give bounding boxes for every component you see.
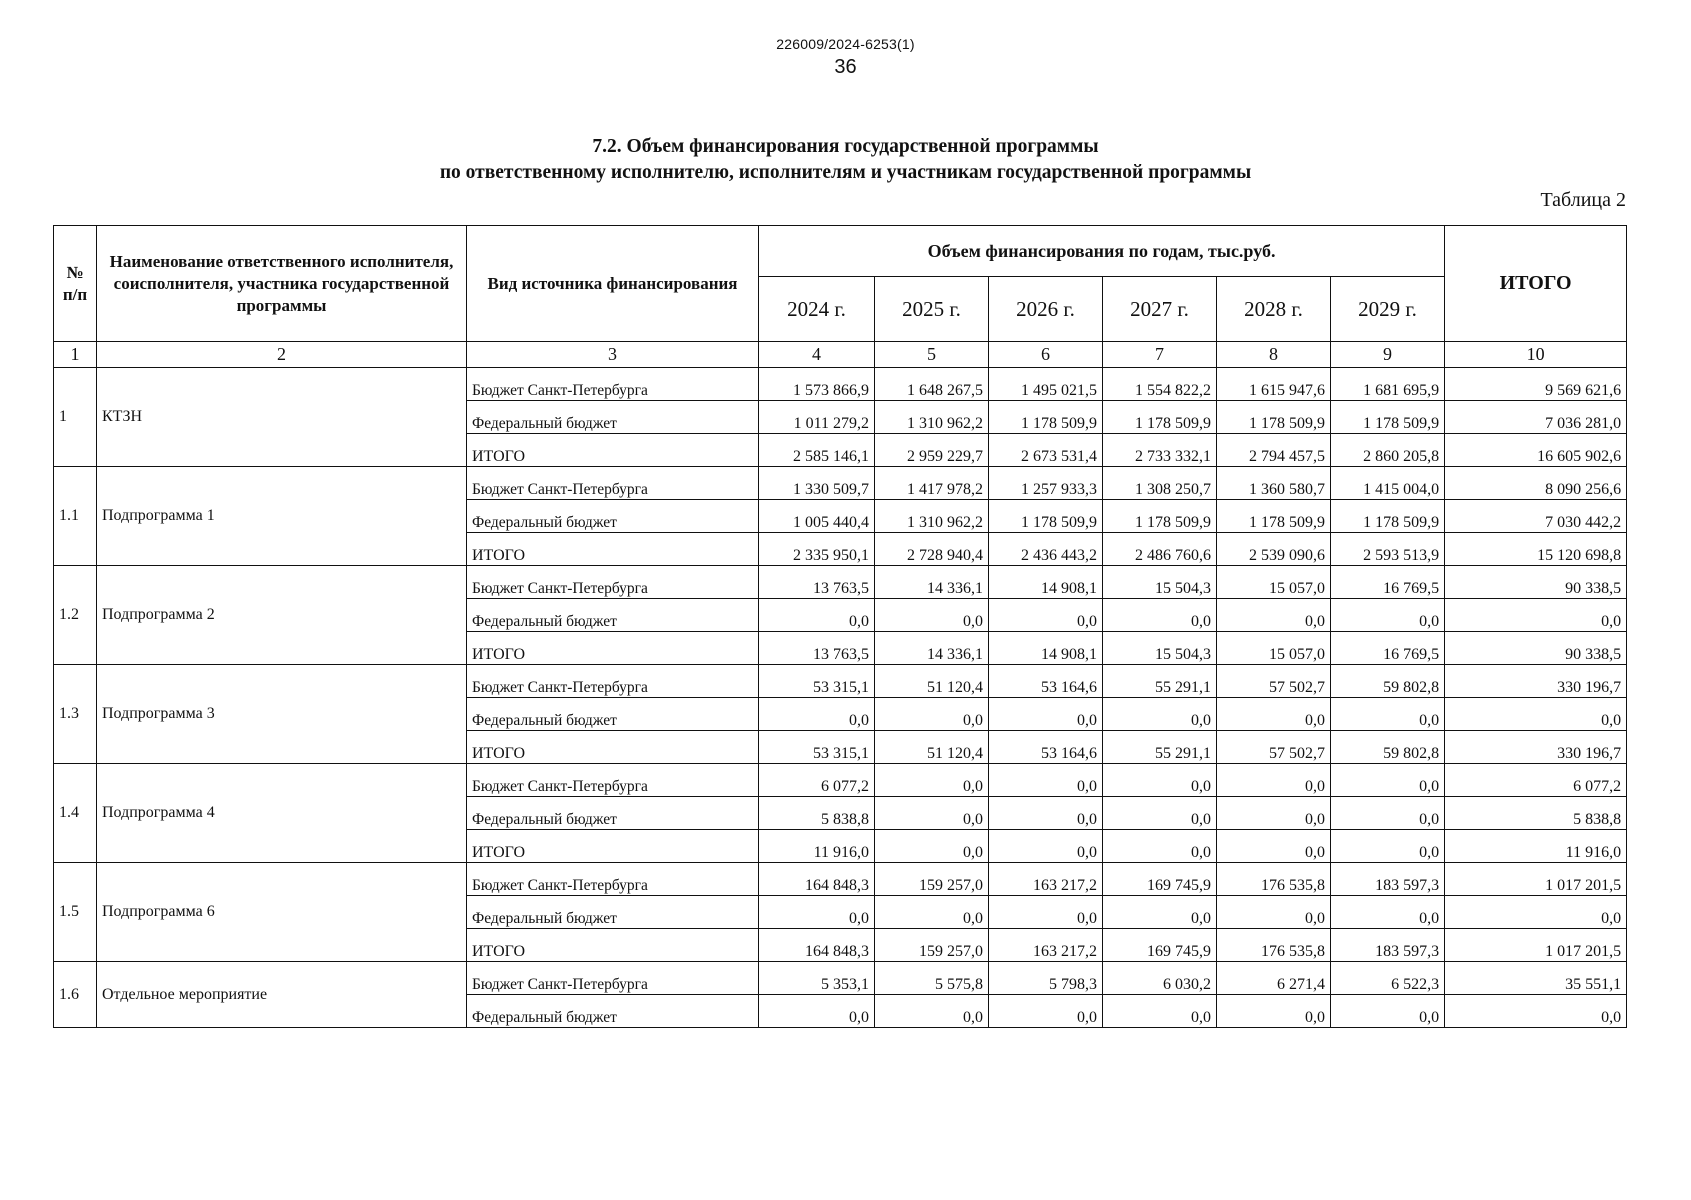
year-value: 6 030,2: [1103, 962, 1217, 995]
year-value: 16 769,5: [1331, 566, 1445, 599]
year-value: 16 769,5: [1331, 632, 1445, 665]
funding-source: Бюджет Санкт-Петербурга: [467, 566, 759, 599]
year-value: 0,0: [875, 599, 989, 632]
year-value: 57 502,7: [1217, 731, 1331, 764]
funding-source: ИТОГО: [467, 632, 759, 665]
year-value: 2 585 146,1: [759, 434, 875, 467]
year-value: 1 178 509,9: [1103, 401, 1217, 434]
column-number: 10: [1445, 342, 1627, 368]
year-value: 53 315,1: [759, 731, 875, 764]
year-value: 15 504,3: [1103, 566, 1217, 599]
header-total: ИТОГО: [1445, 226, 1627, 342]
year-value: 0,0: [875, 830, 989, 863]
year-value: 1 554 822,2: [1103, 368, 1217, 401]
total-value: 8 090 256,6: [1445, 467, 1627, 500]
financing-table: [53, 225, 1627, 1028]
year-value: 163 217,2: [989, 929, 1103, 962]
executor-name: Подпрограмма 6: [97, 863, 467, 962]
year-value: 1 417 978,2: [875, 467, 989, 500]
total-value: 7 030 442,2: [1445, 500, 1627, 533]
funding-source: Бюджет Санкт-Петербурга: [467, 467, 759, 500]
year-value: 5 353,1: [759, 962, 875, 995]
funding-source: Федеральный бюджет: [467, 599, 759, 632]
funding-source: Бюджет Санкт-Петербурга: [467, 368, 759, 401]
year-value: 2 673 531,4: [989, 434, 1103, 467]
year-value: 0,0: [759, 599, 875, 632]
year-value: 0,0: [1217, 698, 1331, 731]
year-value: 1 648 267,5: [875, 368, 989, 401]
header-year-2024: 2024 г.: [759, 277, 875, 342]
year-value: 0,0: [1217, 830, 1331, 863]
funding-source: Бюджет Санкт-Петербурга: [467, 962, 759, 995]
year-value: 2 593 513,9: [1331, 533, 1445, 566]
year-value: 0,0: [1103, 698, 1217, 731]
year-value: 1 005 440,4: [759, 500, 875, 533]
table-label: Таблица 2: [1540, 189, 1626, 211]
year-value: 14 336,1: [875, 566, 989, 599]
year-value: 6 271,4: [1217, 962, 1331, 995]
year-value: 2 733 332,1: [1103, 434, 1217, 467]
year-value: 13 763,5: [759, 566, 875, 599]
funding-source: ИТОГО: [467, 830, 759, 863]
year-value: 0,0: [875, 797, 989, 830]
year-value: 53 315,1: [759, 665, 875, 698]
year-value: 1 310 962,2: [875, 500, 989, 533]
year-value: 0,0: [1331, 830, 1445, 863]
column-number: 2: [97, 342, 467, 368]
year-value: 5 798,3: [989, 962, 1103, 995]
year-value: 159 257,0: [875, 929, 989, 962]
row-index: 1.1: [54, 467, 97, 566]
total-value: 330 196,7: [1445, 731, 1627, 764]
year-value: 1 360 580,7: [1217, 467, 1331, 500]
year-value: 15 057,0: [1217, 566, 1331, 599]
year-value: 176 535,8: [1217, 929, 1331, 962]
year-value: 0,0: [989, 995, 1103, 1028]
funding-source: Бюджет Санкт-Петербурга: [467, 863, 759, 896]
year-value: 51 120,4: [875, 665, 989, 698]
column-number: 5: [875, 342, 989, 368]
year-value: 0,0: [875, 896, 989, 929]
header-executor-name: Наименование ответственного исполнителя, соисполнителя, участника государственной программы: [97, 226, 467, 342]
year-value: 183 597,3: [1331, 863, 1445, 896]
header-year-2027: 2027 г.: [1103, 277, 1217, 342]
total-value: 16 605 902,6: [1445, 434, 1627, 467]
year-value: 2 959 229,7: [875, 434, 989, 467]
year-value: 1 178 509,9: [1331, 401, 1445, 434]
year-value: 0,0: [1217, 599, 1331, 632]
year-value: 1 178 509,9: [1217, 500, 1331, 533]
header-financing-by-year: Объем финансирования по годам, тыс.руб.: [759, 226, 1445, 277]
header-year-2029: 2029 г.: [1331, 277, 1445, 342]
year-value: 183 597,3: [1331, 929, 1445, 962]
year-value: 53 164,6: [989, 665, 1103, 698]
year-value: 0,0: [989, 797, 1103, 830]
year-value: 0,0: [989, 599, 1103, 632]
row-index: 1.4: [54, 764, 97, 863]
year-value: 0,0: [1103, 797, 1217, 830]
column-number: 1: [54, 342, 97, 368]
year-value: 0,0: [1217, 797, 1331, 830]
column-number: 3: [467, 342, 759, 368]
year-value: 0,0: [759, 896, 875, 929]
year-value: 1 310 962,2: [875, 401, 989, 434]
row-index: 1.2: [54, 566, 97, 665]
page-title: [0, 134, 1691, 186]
year-value: 1 573 866,9: [759, 368, 875, 401]
header-num: № п/п: [54, 226, 97, 342]
year-value: 1 615 947,6: [1217, 368, 1331, 401]
total-value: 35 551,1: [1445, 962, 1627, 995]
year-value: 2 728 940,4: [875, 533, 989, 566]
year-value: 0,0: [1331, 995, 1445, 1028]
year-value: 1 495 021,5: [989, 368, 1103, 401]
table-row: [54, 665, 1627, 698]
year-value: 0,0: [875, 764, 989, 797]
year-value: 59 802,8: [1331, 665, 1445, 698]
year-value: 2 335 950,1: [759, 533, 875, 566]
column-number-row: [54, 342, 1627, 368]
total-value: 90 338,5: [1445, 566, 1627, 599]
column-number: 6: [989, 342, 1103, 368]
year-value: 0,0: [1103, 995, 1217, 1028]
year-value: 1 178 509,9: [1217, 401, 1331, 434]
executor-name: Подпрограмма 3: [97, 665, 467, 764]
year-value: 0,0: [1331, 797, 1445, 830]
year-value: 55 291,1: [1103, 665, 1217, 698]
total-value: 7 036 281,0: [1445, 401, 1627, 434]
year-value: 169 745,9: [1103, 929, 1217, 962]
funding-source: ИТОГО: [467, 929, 759, 962]
header-year-2025: 2025 г.: [875, 277, 989, 342]
funding-source: Федеральный бюджет: [467, 797, 759, 830]
year-value: 2 539 090,6: [1217, 533, 1331, 566]
year-value: 1 257 933,3: [989, 467, 1103, 500]
year-value: 0,0: [875, 698, 989, 731]
table-row: [54, 566, 1627, 599]
column-number: 4: [759, 342, 875, 368]
year-value: 5 838,8: [759, 797, 875, 830]
year-value: 1 681 695,9: [1331, 368, 1445, 401]
year-value: 14 908,1: [989, 566, 1103, 599]
header-funding-source: Вид источника финансирования: [467, 226, 759, 342]
row-index: 1.6: [54, 962, 97, 1028]
year-value: 2 794 457,5: [1217, 434, 1331, 467]
column-number: 8: [1217, 342, 1331, 368]
funding-source: Федеральный бюджет: [467, 896, 759, 929]
funding-source: ИТОГО: [467, 533, 759, 566]
year-value: 0,0: [989, 698, 1103, 731]
total-value: 0,0: [1445, 896, 1627, 929]
year-value: 163 217,2: [989, 863, 1103, 896]
year-value: 57 502,7: [1217, 665, 1331, 698]
year-value: 0,0: [875, 995, 989, 1028]
year-value: 6 522,3: [1331, 962, 1445, 995]
column-number: 9: [1331, 342, 1445, 368]
year-value: 176 535,8: [1217, 863, 1331, 896]
year-value: 1 178 509,9: [1103, 500, 1217, 533]
funding-source: Федеральный бюджет: [467, 698, 759, 731]
year-value: 169 745,9: [1103, 863, 1217, 896]
funding-source: ИТОГО: [467, 434, 759, 467]
year-value: 0,0: [1217, 896, 1331, 929]
total-value: 15 120 698,8: [1445, 533, 1627, 566]
year-value: 14 908,1: [989, 632, 1103, 665]
year-value: 13 763,5: [759, 632, 875, 665]
table-row: [54, 764, 1627, 797]
year-value: 164 848,3: [759, 929, 875, 962]
row-index: 1.3: [54, 665, 97, 764]
funding-source: ИТОГО: [467, 731, 759, 764]
table-row: [54, 467, 1627, 500]
year-value: 53 164,6: [989, 731, 1103, 764]
year-value: 11 916,0: [759, 830, 875, 863]
year-value: 1 415 004,0: [1331, 467, 1445, 500]
total-value: 0,0: [1445, 698, 1627, 731]
year-value: 55 291,1: [1103, 731, 1217, 764]
total-value: 11 916,0: [1445, 830, 1627, 863]
column-number: 7: [1103, 342, 1217, 368]
year-value: 0,0: [989, 764, 1103, 797]
executor-name: Отдельное мероприятие: [97, 962, 467, 1028]
header-year-2028: 2028 г.: [1217, 277, 1331, 342]
page-number: 36: [834, 56, 857, 78]
funding-source: Федеральный бюджет: [467, 995, 759, 1028]
total-value: 9 569 621,6: [1445, 368, 1627, 401]
year-value: 1 178 509,9: [989, 500, 1103, 533]
title-line-1: 7.2. Объем финансирования государственной программы: [592, 136, 1099, 157]
total-value: 5 838,8: [1445, 797, 1627, 830]
year-value: 2 436 443,2: [989, 533, 1103, 566]
funding-source: Федеральный бюджет: [467, 500, 759, 533]
table-body: [54, 368, 1627, 1028]
year-value: 14 336,1: [875, 632, 989, 665]
year-value: 164 848,3: [759, 863, 875, 896]
year-value: 15 057,0: [1217, 632, 1331, 665]
year-value: 0,0: [1331, 698, 1445, 731]
year-value: 1 178 509,9: [989, 401, 1103, 434]
table-row: [54, 368, 1627, 401]
executor-name: Подпрограмма 1: [97, 467, 467, 566]
total-value: 330 196,7: [1445, 665, 1627, 698]
total-value: 0,0: [1445, 995, 1627, 1028]
executor-name: Подпрограмма 2: [97, 566, 467, 665]
year-value: 0,0: [1331, 764, 1445, 797]
year-value: 5 575,8: [875, 962, 989, 995]
title-line-2: по ответственному исполнителю, исполнителям и участникам государственной программы: [439, 162, 1252, 183]
year-value: 59 802,8: [1331, 731, 1445, 764]
total-value: 90 338,5: [1445, 632, 1627, 665]
year-value: 0,0: [1217, 764, 1331, 797]
executor-name: КТЗН: [97, 368, 467, 467]
header-year-2026: 2026 г.: [989, 277, 1103, 342]
year-value: 0,0: [1103, 599, 1217, 632]
year-value: 0,0: [1103, 830, 1217, 863]
total-value: 1 017 201,5: [1445, 929, 1627, 962]
table-row: [54, 962, 1627, 995]
year-value: 51 120,4: [875, 731, 989, 764]
row-index: 1: [54, 368, 97, 467]
total-value: 0,0: [1445, 599, 1627, 632]
row-index: 1.5: [54, 863, 97, 962]
year-value: 2 486 760,6: [1103, 533, 1217, 566]
year-value: 0,0: [759, 698, 875, 731]
year-value: 0,0: [989, 896, 1103, 929]
document-registration-number: 226009/2024-6253(1): [776, 36, 915, 52]
year-value: 6 077,2: [759, 764, 875, 797]
executor-name: Подпрограмма 4: [97, 764, 467, 863]
year-value: 15 504,3: [1103, 632, 1217, 665]
year-value: 159 257,0: [875, 863, 989, 896]
funding-source: Федеральный бюджет: [467, 401, 759, 434]
year-value: 0,0: [1217, 995, 1331, 1028]
funding-source: Бюджет Санкт-Петербурга: [467, 665, 759, 698]
year-value: 0,0: [989, 830, 1103, 863]
year-value: 0,0: [1103, 764, 1217, 797]
total-value: 1 017 201,5: [1445, 863, 1627, 896]
table-row: [54, 863, 1627, 896]
funding-source: Бюджет Санкт-Петербурга: [467, 764, 759, 797]
year-value: 2 860 205,8: [1331, 434, 1445, 467]
year-value: 0,0: [759, 995, 875, 1028]
total-value: 6 077,2: [1445, 764, 1627, 797]
year-value: 1 011 279,2: [759, 401, 875, 434]
year-value: 0,0: [1331, 896, 1445, 929]
year-value: 0,0: [1331, 599, 1445, 632]
year-value: 1 308 250,7: [1103, 467, 1217, 500]
year-value: 1 178 509,9: [1331, 500, 1445, 533]
year-value: 1 330 509,7: [759, 467, 875, 500]
year-value: 0,0: [1103, 896, 1217, 929]
